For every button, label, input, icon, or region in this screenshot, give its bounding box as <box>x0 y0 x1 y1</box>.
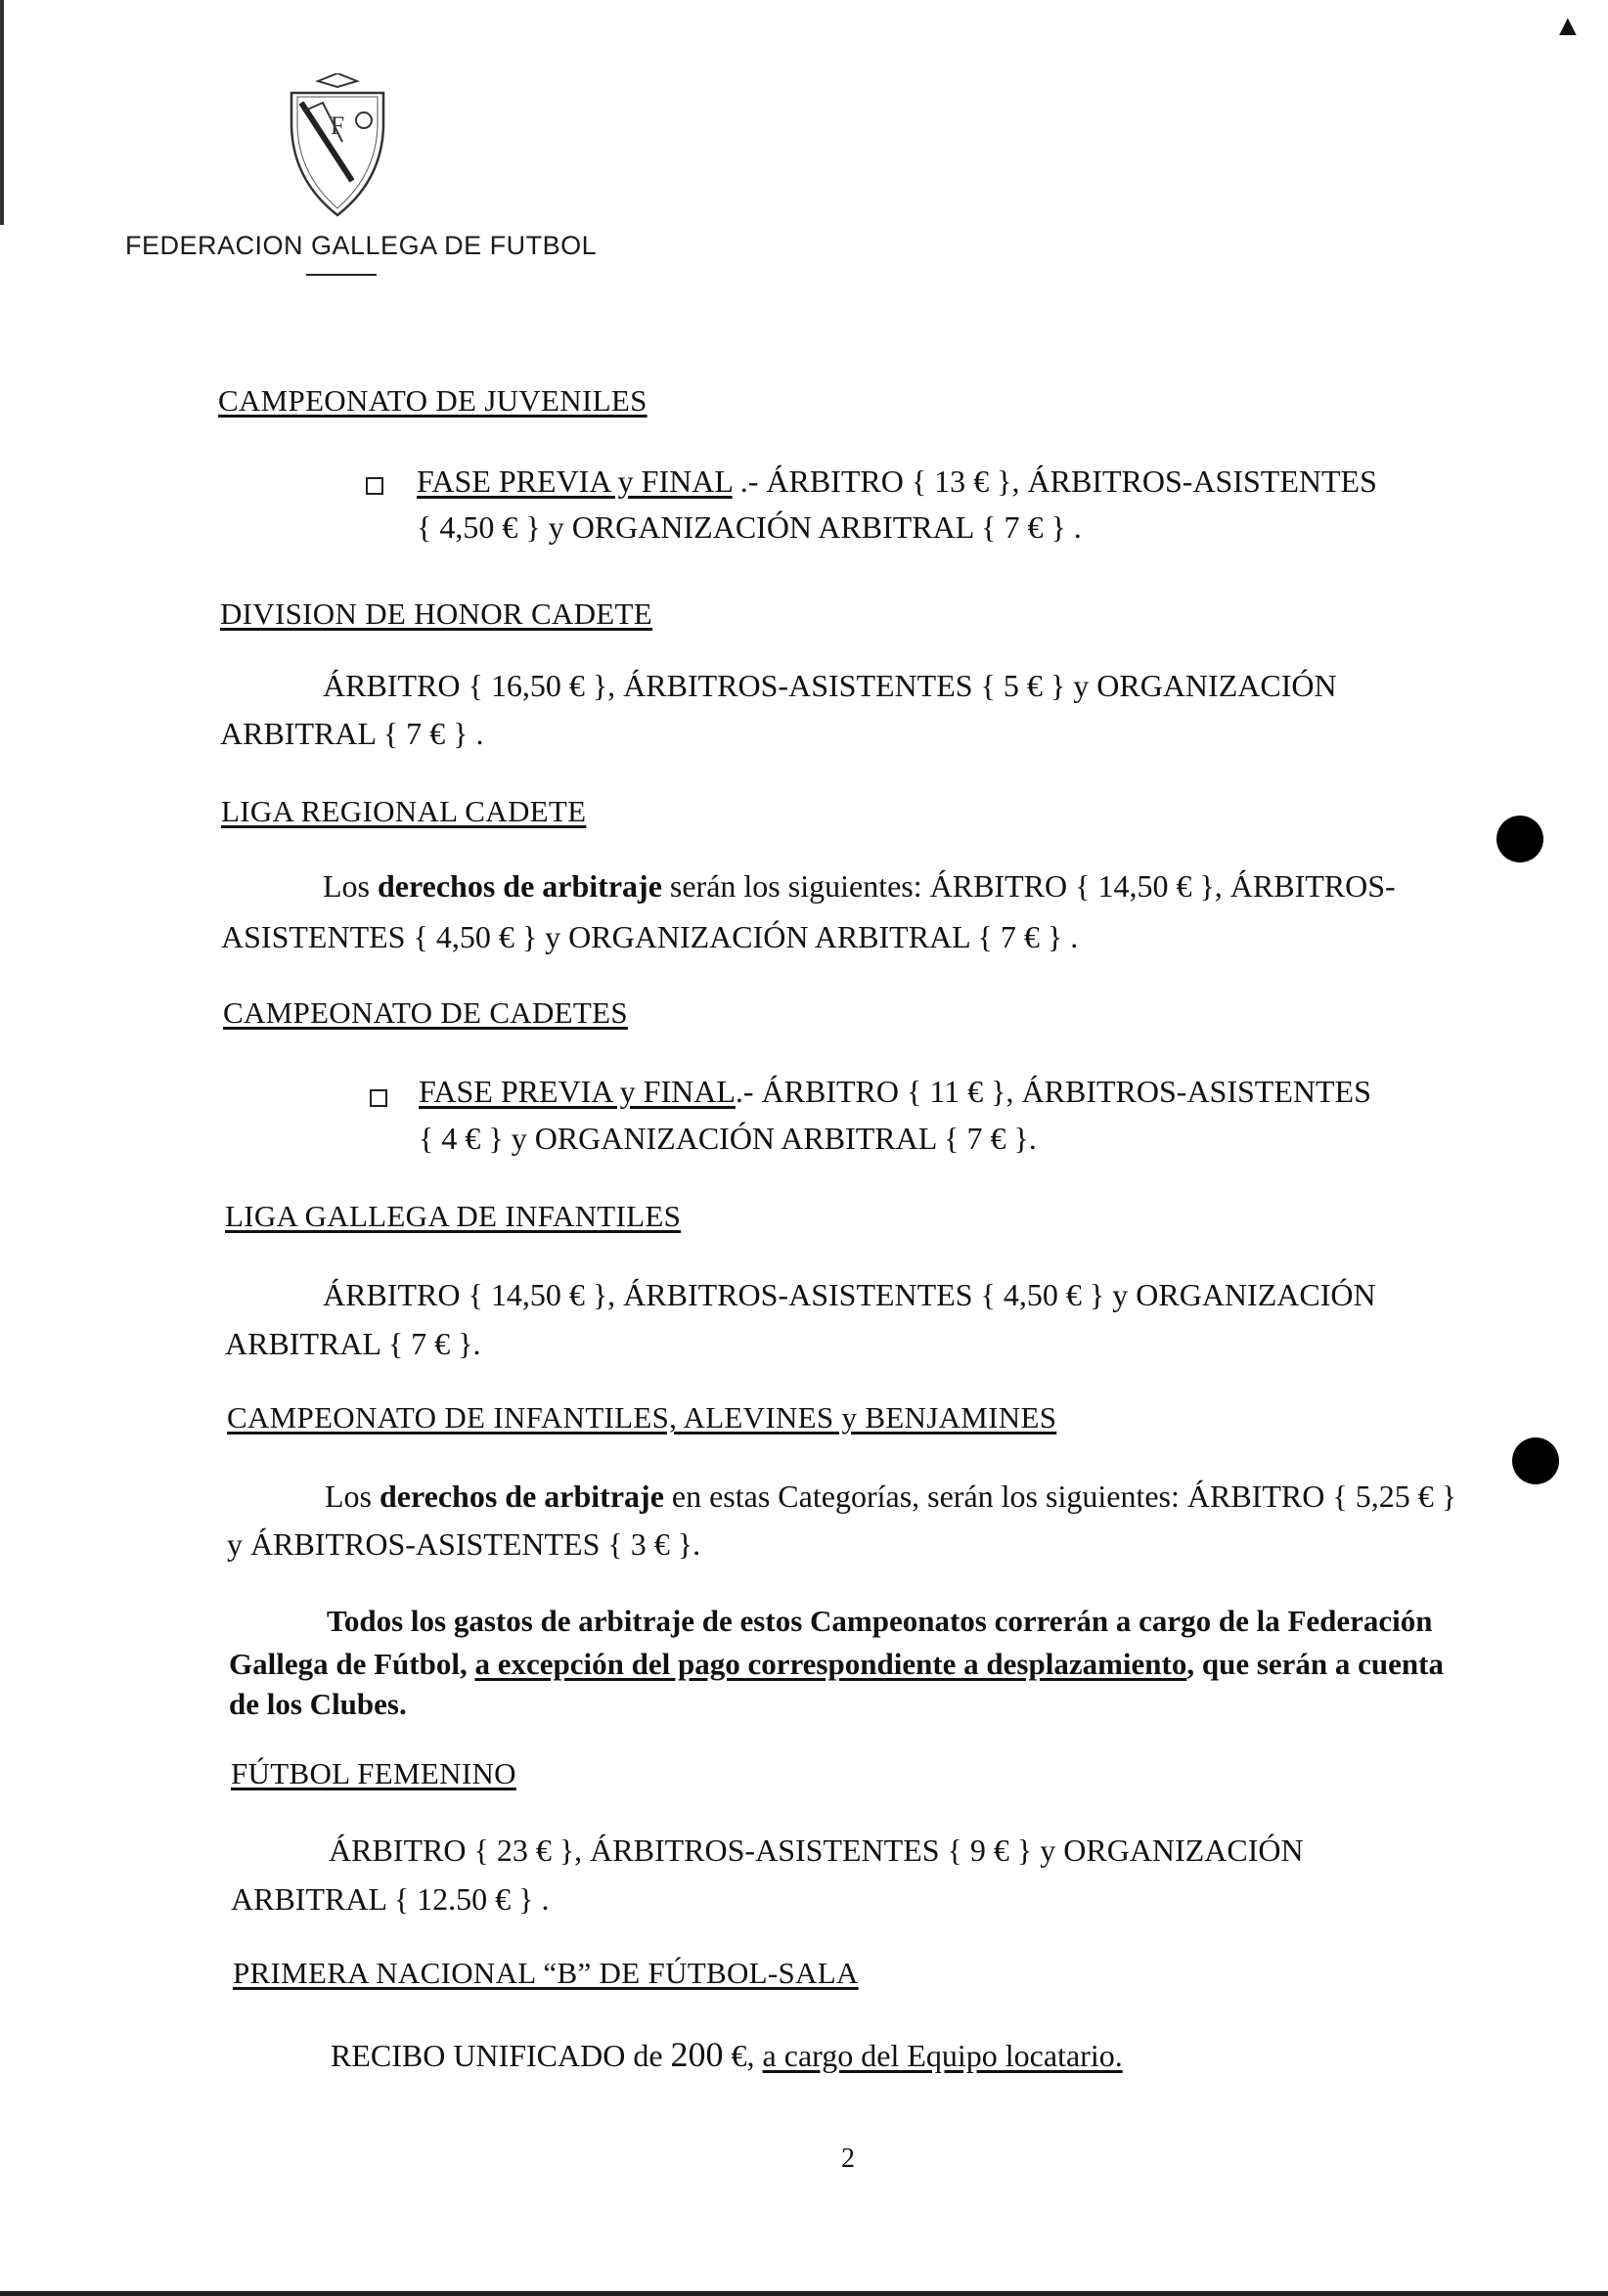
federation-crest-logo <box>284 73 391 220</box>
text-span: ÁRBITRO { 14,50 € }, ÁRBITROS- <box>929 868 1396 904</box>
text-span: €, <box>723 2038 763 2073</box>
section-title-honor-cadete: DIVISION DE HONOR CADETE <box>220 596 653 631</box>
honor-cadete-line2: ARBITRAL { 7 € } . <box>220 716 484 751</box>
section-title-infantiles-campeonato: CAMPEONATO DE INFANTILES, ALEVINES y BENJAMINES <box>227 1400 1057 1435</box>
text-span: RECIBO UNIFICADO de <box>331 2038 671 2073</box>
bullet-icon <box>370 1089 387 1107</box>
punch-hole-dot <box>1512 1437 1559 1484</box>
regional-cadete-line1 <box>323 868 1396 905</box>
infantiles-campeonato-line2: y ÁRBITROS-ASISTENTES { 3 € }. <box>227 1526 701 1562</box>
text-span: Gallega de Fútbol, <box>229 1647 475 1681</box>
page-number: 2 <box>841 2143 855 2174</box>
femenino-line2: ARBITRAL { 12.50 € } . <box>231 1881 550 1917</box>
cadetes-item-label: FASE PREVIA y FINAL <box>419 1074 736 1109</box>
section-title-cadetes: CAMPEONATO DE CADETES <box>223 995 628 1030</box>
organization-name: FEDERACION GALLEGA DE FUTBOL <box>125 231 598 260</box>
scan-corner-mark: ▲ <box>1553 10 1583 42</box>
text-span: ÁRBITRO { 5,25 € } <box>1186 1479 1457 1514</box>
underlined-text: a excepción del pago correspondiente a desplazamiento <box>474 1647 1187 1681</box>
punch-hole-dot <box>1496 816 1543 862</box>
amount-text: 200 <box>670 2035 724 2074</box>
section-title-femenino: FÚTBOL FEMENINO <box>231 1756 516 1790</box>
cadetes-item-line1 <box>419 1074 1371 1110</box>
juveniles-item-line1 <box>417 464 1377 500</box>
bold-text: derechos de arbitraje <box>378 868 662 904</box>
juveniles-item-line2: { 4,50 € } y ORGANIZACIÓN ARBITRAL { 7 € } . <box>417 509 1082 545</box>
section-title-futsal: PRIMERA NACIONAL “B” DE FÚTBOL-SALA <box>233 1956 859 1990</box>
futsal-line <box>331 2034 1123 2075</box>
text-span: Los <box>325 1479 380 1514</box>
regional-cadete-line2: ASISTENTES { 4,50 € } y ORGANIZACIÓN ARBITRAL { 7 € } . <box>221 919 1079 954</box>
text-span: , que serán a cuenta <box>1186 1647 1444 1681</box>
bullet-icon <box>366 477 383 495</box>
cadetes-item-rest: .- ÁRBITRO { 11 € }, ÁRBITROS-ASISTENTES <box>735 1074 1371 1109</box>
cadetes-item-line2: { 4 € } y ORGANIZACIÓN ARBITRAL { 7 € }. <box>419 1121 1037 1156</box>
text-span: en estas Categorías, serán los siguientes: <box>663 1479 1187 1514</box>
note-line3: de los Clubes. <box>229 1687 407 1721</box>
honor-cadete-line1: ÁRBITRO { 16,50 € }, ÁRBITROS-ASISTENTES { 5 € } y ORGANIZACIÓN <box>323 668 1337 703</box>
section-title-regional-cadete: LIGA REGIONAL CADETE <box>221 794 587 828</box>
femenino-line1: ÁRBITRO { 23 € }, ÁRBITROS-ASISTENTES { 9 € } y ORGANIZACIÓN <box>329 1832 1304 1868</box>
infantiles-liga-line1: ÁRBITRO { 14,50 € }, ÁRBITROS-ASISTENTES { 4,50 € } y ORGANIZACIÓN <box>323 1277 1376 1312</box>
bold-text: derechos de arbitraje <box>380 1479 664 1514</box>
section-title-infantiles-liga: LIGA GALLEGA DE INFANTILES <box>225 1199 682 1233</box>
infantiles-campeonato-line1 <box>325 1479 1456 1515</box>
juveniles-item-label: FASE PREVIA y FINAL <box>417 464 733 499</box>
juveniles-item-rest: .- ÁRBITRO { 13 € }, ÁRBITROS-ASISTENTES <box>732 464 1377 499</box>
scan-edge <box>0 0 4 225</box>
section-title-juveniles: CAMPEONATO DE JUVENILES <box>218 383 648 418</box>
scan-edge-bottom <box>0 2291 1608 2296</box>
note-line1: Todos los gastos de arbitraje de estos Campeonatos correrán a cargo de la Federación <box>327 1604 1433 1638</box>
text-span: Los <box>323 868 378 904</box>
svg-text:F: F <box>330 111 345 140</box>
note-line2 <box>229 1647 1444 1682</box>
text-span: serán los siguientes: <box>661 868 930 904</box>
underlined-text: a cargo del Equipo locatario. <box>762 2038 1123 2073</box>
infantiles-liga-line2: ARBITRAL { 7 € }. <box>225 1326 481 1361</box>
organization-underline <box>306 274 377 276</box>
